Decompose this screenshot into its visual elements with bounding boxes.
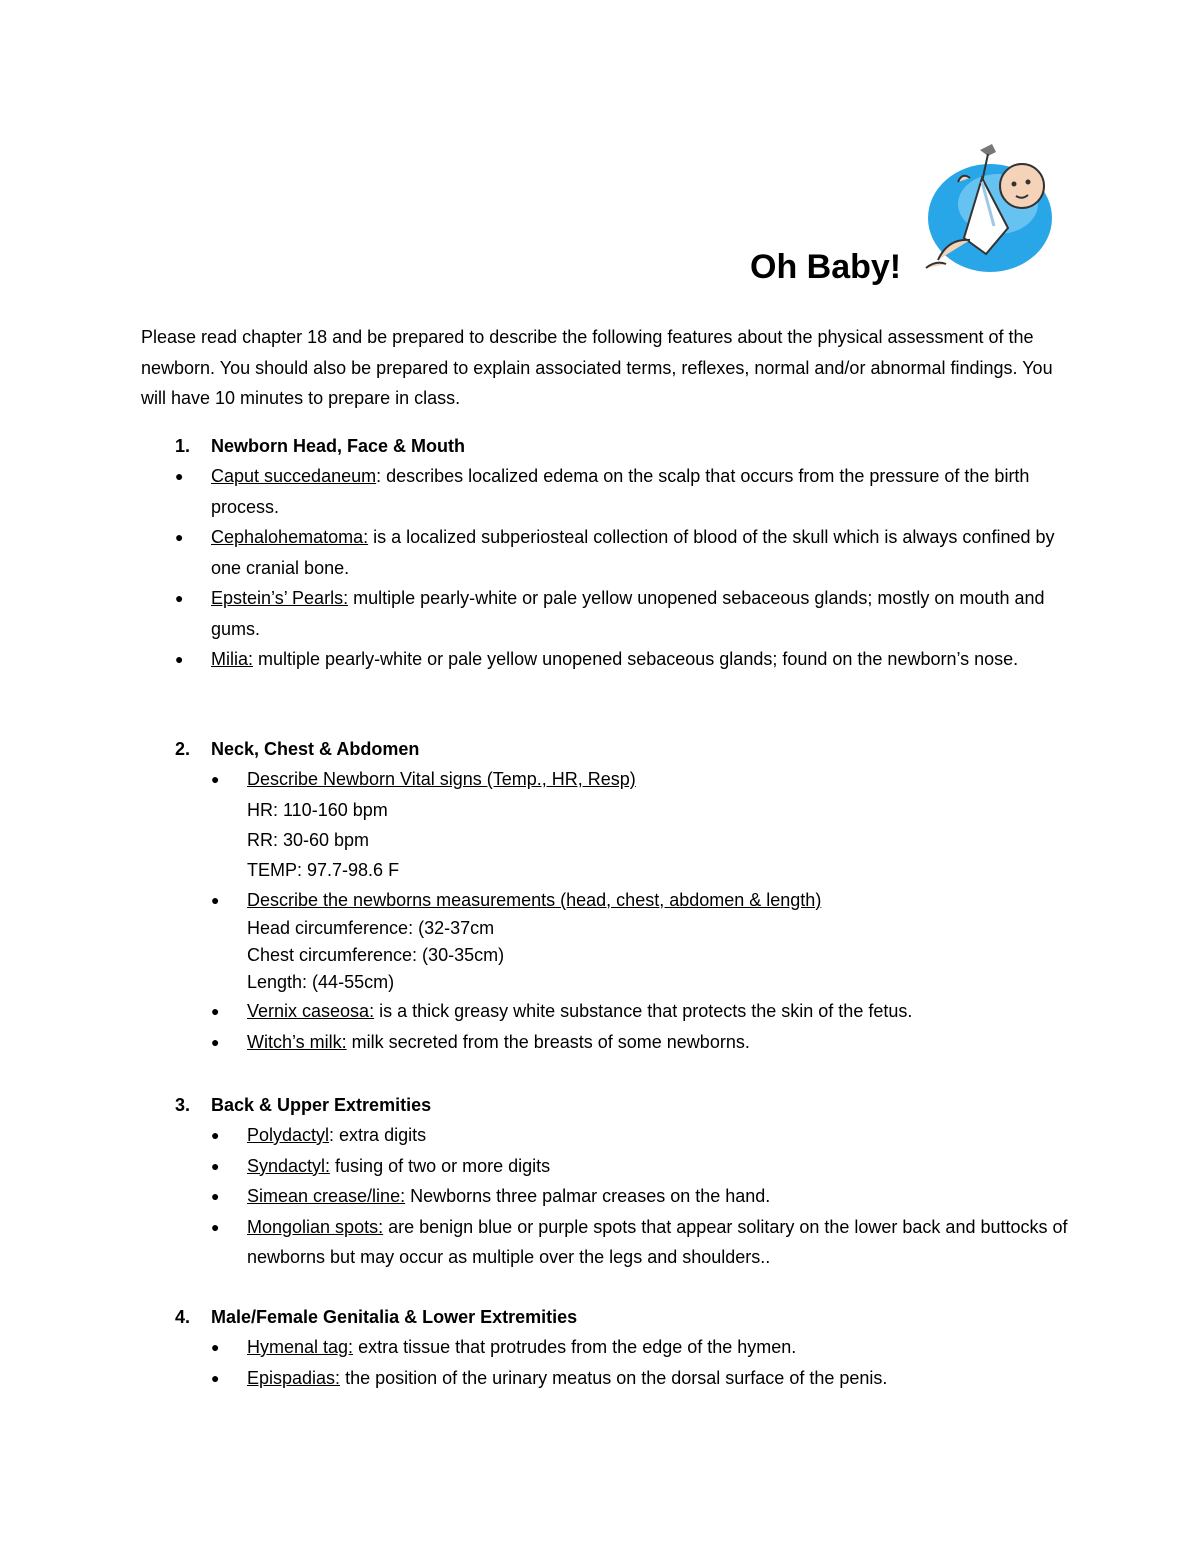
definition: Newborns three palmar creases on the hand. [405, 1186, 771, 1206]
term: Describe the newborns measurements (head, chest, abdomen & length) [247, 889, 822, 910]
term: Epispadias: [247, 1367, 341, 1388]
section-heading: Newborn Head, Face & Mouth [211, 436, 466, 456]
list-item [175, 644, 1075, 675]
bullet-icon: ● [211, 1157, 220, 1174]
bullet-icon: ● [211, 1127, 220, 1143]
term: Polydactyl [247, 1125, 330, 1145]
definition: is a localized subperiosteal collection of blood of the skull which is always confined by one cranial bone. [211, 527, 1055, 578]
bullet-icon: ● [211, 1033, 220, 1050]
term: Vernix caseosa: [247, 1001, 375, 1021]
bullet-icon: ● [211, 1369, 220, 1386]
list-item [175, 764, 1075, 885]
section-number: 1. [175, 436, 191, 456]
definition: : extra digits [329, 1125, 427, 1145]
list-item [175, 1212, 1075, 1273]
definition: extra tissue that protrudes from the edge of the hymen. [353, 1337, 797, 1357]
section-neck-chest-abdomen [175, 734, 1075, 1057]
term: Cephalohematoma: [211, 527, 369, 547]
definition: is a thick greasy white substance that protects the skin of the fetus. [374, 1001, 913, 1021]
list-item [175, 996, 1075, 1027]
list-item [175, 1027, 1075, 1058]
bullet-icon: ● [211, 1218, 220, 1235]
list-item [175, 885, 1075, 997]
bullet-icon: ● [175, 468, 184, 484]
vital-sign-line: TEMP: 97.7-98.6 F [247, 859, 400, 880]
term: Caput succedaneum [211, 466, 377, 486]
section-number: 3. [175, 1095, 191, 1115]
term: Syndactyl: [247, 1155, 331, 1176]
document-title: Oh Baby! [750, 248, 902, 286]
term: Describe Newborn Vital signs (Temp., HR, Resp) [247, 769, 636, 789]
section-heading: Back & Upper Extremities [211, 1095, 432, 1115]
term: Hymenal tag: [247, 1337, 354, 1357]
bullet-icon: ● [211, 1188, 220, 1204]
section-back-upper-extremities [175, 1090, 1075, 1273]
bullet-icon: ● [211, 771, 220, 787]
list-item [175, 1363, 1075, 1394]
term: Simean crease/line: [247, 1186, 406, 1206]
bullet-icon: ● [175, 529, 184, 545]
intro-paragraph: Please read chapter 18 and be prepared to describe the following features about the physical assessment of the newborn. You should also be prepared to explain associated terms, reflexes, normal and/or abnormal findings. You will have 10 minutes to prepare in class. [141, 327, 1053, 408]
section-number: 2. [175, 739, 191, 759]
definition: milk secreted from the breasts of some newborns. [346, 1031, 750, 1052]
term: Witch’s milk: [247, 1031, 347, 1052]
bullet-icon: ● [211, 1339, 220, 1355]
section-genitalia-lower-extremities [175, 1302, 1075, 1393]
term: Mongolian spots: [247, 1216, 384, 1237]
section-head-face-mouth [175, 431, 1075, 675]
bullet-icon: ● [175, 590, 184, 606]
list-item [175, 583, 1075, 644]
bullet-icon: ● [175, 651, 184, 667]
list-item [175, 1151, 1075, 1182]
section-number: 4. [175, 1307, 191, 1327]
definition: : describes localized edema on the scalp that occurs from the pressure of the birth process. [211, 466, 1030, 517]
definition: fusing of two or more digits [330, 1155, 551, 1176]
list-item [175, 522, 1075, 583]
section-heading: Male/Female Genitalia & Lower Extremities [211, 1307, 578, 1327]
vital-sign-line: RR: 30-60 bpm [247, 829, 370, 850]
list-item [175, 461, 1075, 522]
bullet-icon: ● [211, 1003, 220, 1019]
definition: the position of the urinary meatus on the dorsal surface of the penis. [340, 1367, 888, 1388]
definition: are benign blue or purple spots that appear solitary on the lower back and buttocks of newborns but may occur as multiple over the legs and shoulders.. [247, 1216, 1068, 1267]
section-heading: Neck, Chest & Abdomen [211, 739, 420, 759]
list-item [175, 1332, 1075, 1363]
list-item [175, 1181, 1075, 1212]
term: Milia: [211, 649, 254, 669]
vital-sign-line: HR: 110-160 bpm [247, 799, 388, 820]
measurement-line: Head circumference: (32-37cm [247, 918, 495, 938]
measurement-line: Length: (44-55cm) [247, 972, 395, 992]
list-item [175, 1120, 1075, 1151]
definition: multiple pearly-white or pale yellow unopened sebaceous glands; mostly on mouth and gums. [211, 588, 1045, 639]
stork-bundle-baby-icon [918, 142, 1058, 282]
measurement-line: Chest circumference: (30-35cm) [247, 945, 505, 965]
definition: multiple pearly-white or pale yellow unopened sebaceous glands; found on the newborn’s nose. [253, 649, 1019, 669]
bullet-icon: ● [211, 891, 220, 908]
term: Epstein’s’ Pearls: [211, 588, 349, 608]
